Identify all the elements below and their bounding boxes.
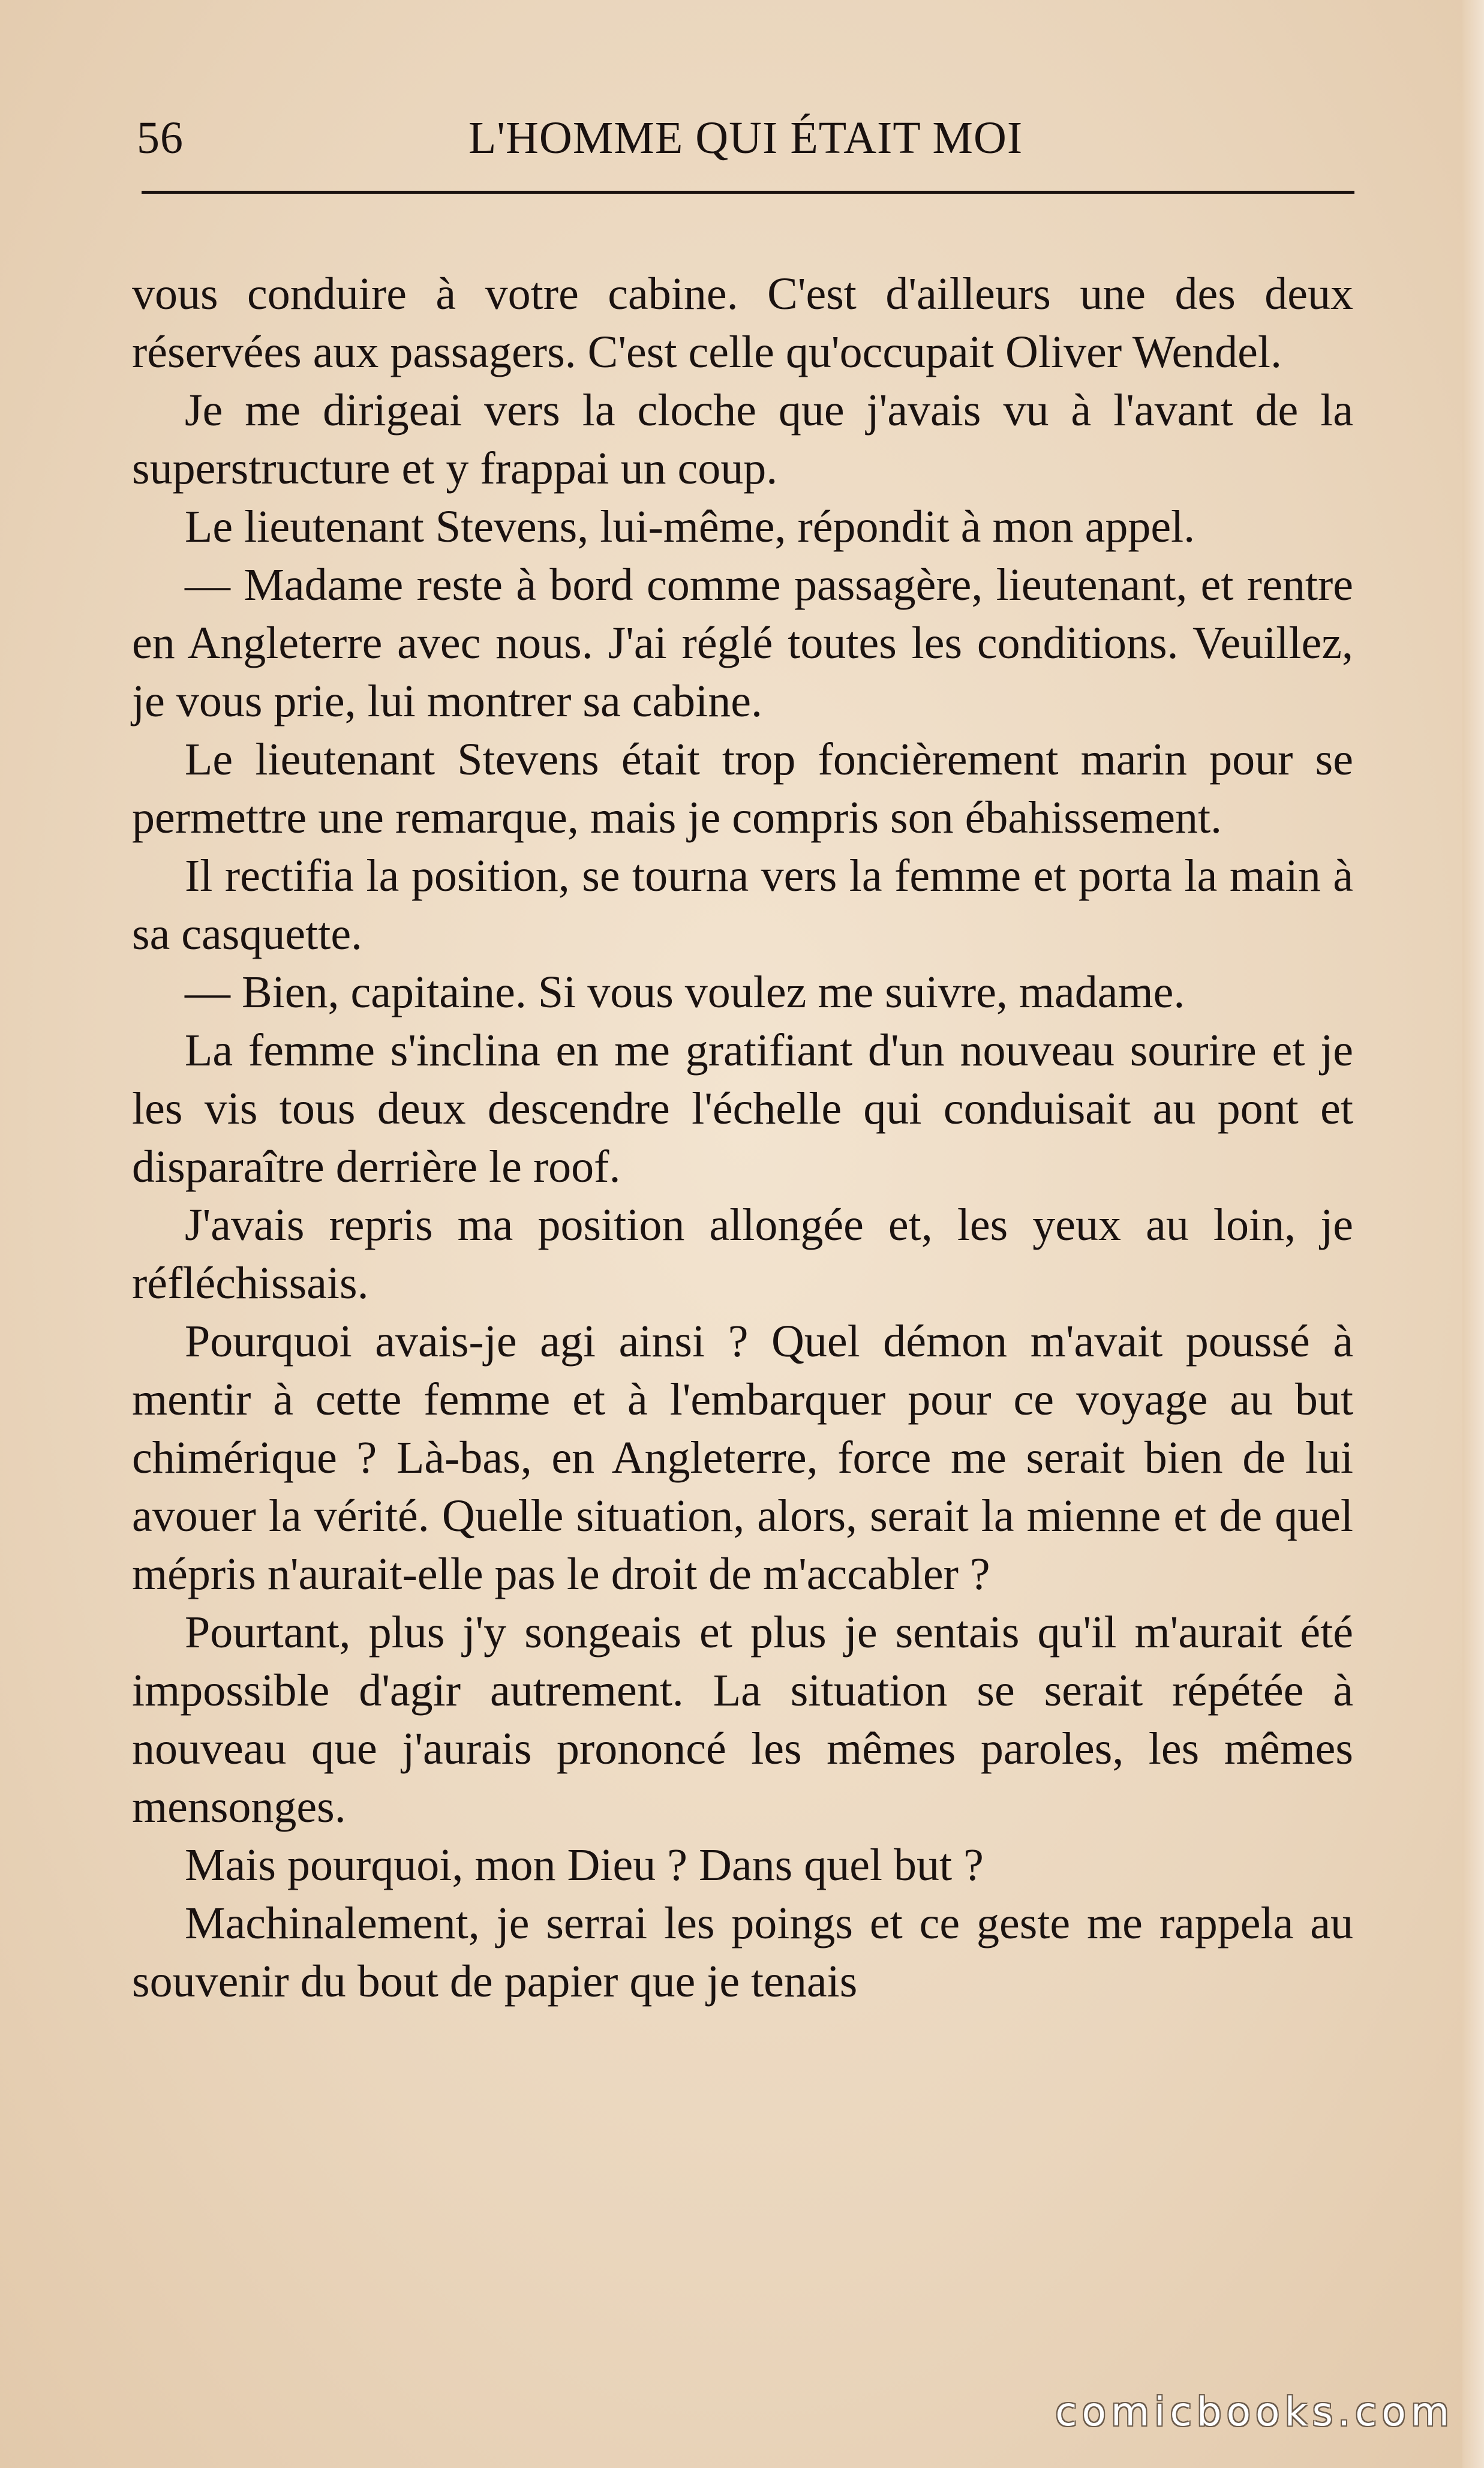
paragraph: Machinalement, je serrai les poings et ce geste me rappela au souvenir du bout de papier que je tenais (132, 1898, 1353, 2007)
running-title: L'HOMME QUI ÉTAIT MOI (468, 113, 1023, 163)
paragraph: La femme s'inclina en me gratifiant d'un nouveau sourire et je les vis tous deux descendre l'échelle qui conduisait au pont et disparaître derrière le roof. (132, 1025, 1353, 1192)
paragraph: Mais pourquoi, mon Dieu ? Dans quel but ? (185, 1840, 984, 1890)
page-number: 56 (137, 113, 184, 163)
paragraph: — Bien, capitaine. Si vous voulez me suivre, madame. (185, 967, 1185, 1017)
paragraph: Le lieutenant Stevens, lui-même, répondit à mon appel. (185, 502, 1195, 552)
paragraph: vous conduire à votre cabine. C'est d'ailleurs une des deux réservées aux passagers. C'est celle qu'occupait Oliver Wendel. (132, 269, 1353, 377)
paragraph: Il rectifia la position, se tourna vers la femme et porta la main à sa casquette. (132, 851, 1353, 959)
paragraph: Pourquoi avais-je agi ainsi ? Quel démon m'avait poussé à mentir à cette femme et à l'embarquer pour ce voyage au but chimérique ? Là-bas, en Angleterre, force me serait bien de lui avouer la vérité. Quelle situation, alors, serait la mienne et de quel mépris n'aurait-elle pas le droit de m'accabler ? (132, 1316, 1353, 1599)
page-header (137, 105, 1354, 171)
paragraph: Pourtant, plus j'y songeais et plus je sentais qu'il m'aurait été impossible d'agir autrement. La situation se serait répétée à nouveau que j'aurais prononcé les mêmes paroles, les mêmes mensonges. (132, 1607, 1353, 1832)
watermark: comicbooks.com (1055, 2389, 1454, 2435)
paragraph: Le lieutenant Stevens était trop foncièrement marin pour se permettre une remarque, mais je compris son ébahissement. (132, 734, 1353, 843)
paragraph: — Madame reste à bord comme passagère, lieutenant, et rentre en Angleterre avec nous. J'ai réglé toutes les conditions. Veuillez, je vous prie, lui montrer sa cabine. (132, 560, 1353, 726)
body-text (132, 265, 1353, 2305)
paragraph: Je me dirigeai vers la cloche que j'avais vu à l'avant de la superstructure et y frappai un coup. (132, 385, 1353, 494)
paragraph: J'avais repris ma position allongée et, les yeux au loin, je réfléchissais. (132, 1200, 1353, 1308)
page-edge-shadow (1462, 0, 1484, 2468)
header-rule (142, 191, 1354, 194)
